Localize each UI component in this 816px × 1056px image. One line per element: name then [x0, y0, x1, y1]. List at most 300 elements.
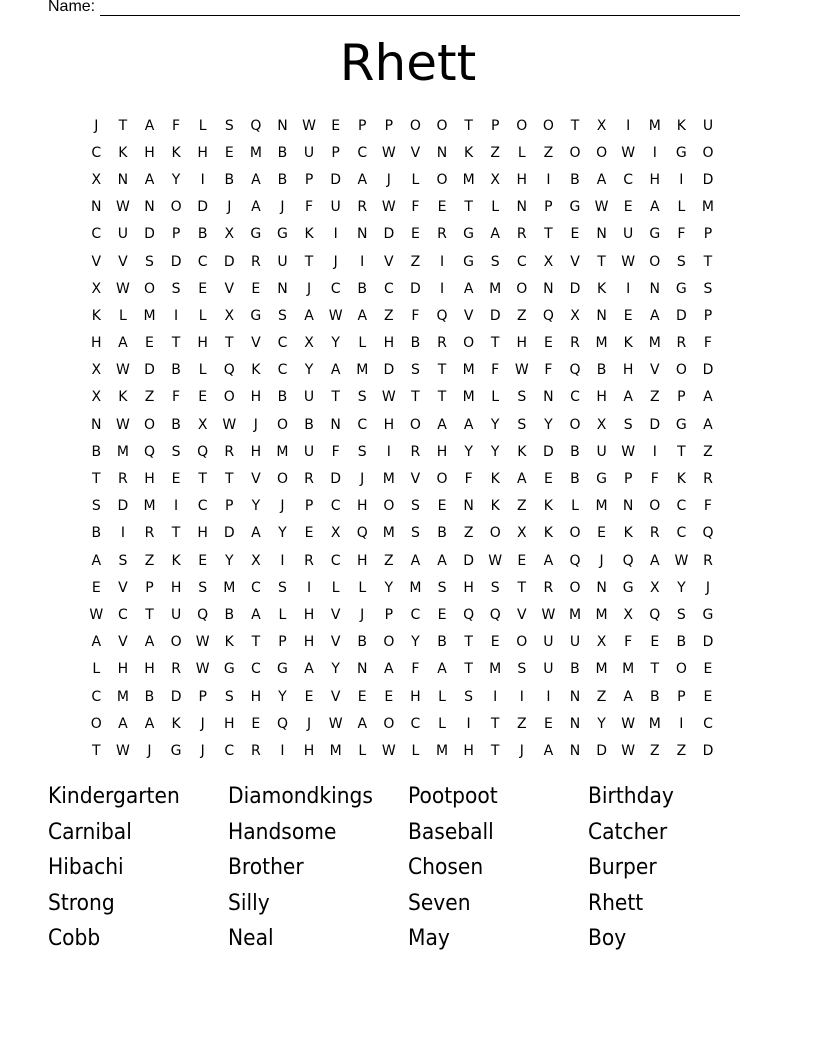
grid-letter[interactable]: A: [384, 661, 394, 678]
grid-letter[interactable]: M: [329, 742, 342, 759]
grid-letter[interactable]: I: [493, 688, 498, 705]
grid-letter[interactable]: H: [383, 335, 395, 352]
grid-letter[interactable]: E: [410, 226, 420, 243]
grid-letter[interactable]: K: [676, 117, 686, 134]
grid-letter[interactable]: O: [516, 634, 528, 651]
grid-letter[interactable]: S: [198, 579, 208, 596]
grid-letter[interactable]: M: [701, 199, 714, 216]
grid-letter[interactable]: J: [599, 552, 604, 569]
grid-letter[interactable]: H: [596, 389, 607, 406]
grid-letter[interactable]: R: [703, 552, 713, 569]
grid-letter[interactable]: Z: [463, 525, 474, 542]
grid-letter[interactable]: D: [463, 552, 474, 569]
grid-letter[interactable]: U: [303, 144, 315, 161]
grid-letter[interactable]: E: [384, 688, 394, 705]
grid-letter[interactable]: T: [145, 606, 154, 623]
grid-letter[interactable]: E: [198, 280, 208, 297]
grid-letter[interactable]: E: [623, 307, 633, 324]
grid-letter[interactable]: S: [278, 307, 287, 324]
grid-letter[interactable]: H: [250, 688, 262, 705]
grid-letter[interactable]: I: [280, 552, 285, 569]
grid-letter[interactable]: S: [437, 579, 447, 596]
grid-letter[interactable]: T: [570, 117, 580, 134]
grid-letter[interactable]: R: [410, 443, 421, 460]
grid-letter[interactable]: G: [596, 471, 607, 488]
grid-letter[interactable]: L: [491, 199, 500, 216]
grid-letter[interactable]: D: [649, 416, 661, 433]
grid-letter[interactable]: W: [514, 362, 529, 379]
grid-letter[interactable]: R: [224, 443, 235, 460]
grid-letter[interactable]: L: [491, 389, 500, 406]
grid-letter[interactable]: A: [490, 226, 500, 243]
grid-letter[interactable]: H: [383, 416, 395, 433]
grid-letter[interactable]: M: [462, 389, 475, 406]
grid-letter[interactable]: O: [569, 416, 581, 433]
grid-letter[interactable]: Q: [356, 525, 368, 542]
grid-letter[interactable]: A: [463, 280, 474, 297]
grid-letter[interactable]: W: [115, 416, 130, 433]
grid-letter[interactable]: S: [278, 579, 287, 596]
grid-letter[interactable]: P: [677, 688, 686, 705]
grid-letter[interactable]: X: [596, 634, 607, 651]
grid-letter[interactable]: E: [543, 715, 553, 732]
grid-letter[interactable]: Z: [703, 443, 713, 460]
grid-letter[interactable]: Q: [569, 362, 581, 379]
grid-letter[interactable]: O: [569, 525, 581, 542]
grid-letter[interactable]: E: [357, 688, 367, 705]
grid-letter[interactable]: C: [91, 226, 102, 243]
grid-letter[interactable]: K: [623, 335, 633, 352]
grid-letter[interactable]: T: [251, 634, 261, 651]
grid-letter[interactable]: S: [676, 606, 686, 623]
grid-letter[interactable]: P: [677, 389, 686, 406]
grid-letter[interactable]: Y: [544, 416, 553, 433]
grid-letter[interactable]: J: [360, 606, 365, 623]
grid-letter[interactable]: A: [517, 471, 527, 488]
grid-letter[interactable]: P: [544, 199, 553, 216]
grid-letter[interactable]: C: [330, 280, 341, 297]
grid-letter[interactable]: P: [171, 226, 181, 243]
grid-letter[interactable]: S: [224, 117, 234, 134]
grid-letter[interactable]: C: [383, 280, 394, 297]
grid-letter[interactable]: N: [596, 579, 607, 596]
grid-letter[interactable]: N: [649, 280, 660, 297]
grid-letter[interactable]: N: [117, 171, 129, 188]
grid-letter[interactable]: L: [331, 579, 340, 596]
grid-letter[interactable]: Q: [463, 606, 475, 623]
grid-letter[interactable]: G: [277, 226, 288, 243]
grid-letter[interactable]: U: [569, 634, 581, 651]
grid-letter[interactable]: X: [649, 579, 660, 596]
grid-letter[interactable]: T: [464, 634, 473, 651]
grid-letter[interactable]: K: [543, 525, 553, 542]
grid-letter[interactable]: F: [650, 471, 659, 488]
grid-letter[interactable]: Y: [464, 443, 473, 460]
grid-letter[interactable]: O: [702, 144, 714, 161]
grid-letter[interactable]: O: [409, 117, 421, 134]
grid-letter[interactable]: K: [304, 226, 314, 243]
grid-letter[interactable]: S: [91, 498, 101, 515]
grid-letter[interactable]: D: [144, 226, 155, 243]
grid-letter[interactable]: D: [223, 253, 235, 270]
grid-letter[interactable]: T: [92, 471, 101, 488]
grid-letter[interactable]: F: [703, 498, 712, 515]
grid-letter[interactable]: H: [144, 471, 155, 488]
grid-letter[interactable]: H: [197, 335, 208, 352]
grid-letter[interactable]: H: [303, 742, 315, 759]
grid-letter[interactable]: B: [91, 525, 102, 542]
grid-letter[interactable]: H: [463, 742, 474, 759]
grid-letter[interactable]: V: [384, 253, 394, 270]
grid-letter[interactable]: A: [91, 552, 102, 569]
grid-letter[interactable]: X: [91, 362, 102, 379]
grid-letter[interactable]: M: [116, 443, 129, 460]
grid-letter[interactable]: O: [170, 199, 182, 216]
grid-letter[interactable]: A: [649, 199, 660, 216]
grid-letter[interactable]: P: [331, 144, 340, 161]
grid-letter[interactable]: M: [648, 715, 661, 732]
grid-letter[interactable]: I: [280, 742, 285, 759]
grid-letter[interactable]: N: [356, 661, 368, 678]
grid-letter[interactable]: O: [436, 171, 448, 188]
grid-letter[interactable]: C: [676, 525, 687, 542]
grid-letter[interactable]: E: [703, 688, 713, 705]
grid-letter[interactable]: V: [570, 253, 580, 270]
grid-letter[interactable]: U: [303, 389, 315, 406]
grid-letter[interactable]: A: [623, 389, 633, 406]
grid-letter[interactable]: M: [595, 498, 608, 515]
grid-letter[interactable]: N: [569, 742, 581, 759]
grid-letter[interactable]: G: [463, 226, 475, 243]
grid-letter[interactable]: D: [383, 226, 395, 243]
grid-letter[interactable]: B: [171, 362, 181, 379]
grid-letter[interactable]: B: [649, 688, 660, 705]
grid-letter[interactable]: H: [197, 144, 208, 161]
grid-letter[interactable]: X: [490, 171, 500, 188]
grid-letter[interactable]: T: [490, 335, 500, 352]
grid-letter[interactable]: T: [677, 443, 686, 460]
grid-letter[interactable]: B: [570, 171, 580, 188]
grid-letter[interactable]: V: [91, 253, 102, 270]
grid-letter[interactable]: J: [333, 253, 338, 270]
grid-letter[interactable]: R: [649, 525, 660, 542]
grid-letter[interactable]: M: [462, 171, 475, 188]
grid-letter[interactable]: O: [90, 715, 102, 732]
grid-letter[interactable]: C: [197, 498, 208, 515]
grid-letter[interactable]: N: [277, 280, 288, 297]
grid-letter[interactable]: H: [649, 171, 661, 188]
grid-letter[interactable]: J: [306, 280, 312, 297]
grid-letter[interactable]: D: [543, 443, 554, 460]
grid-letter[interactable]: J: [200, 715, 205, 732]
grid-letter[interactable]: Q: [622, 552, 634, 569]
grid-letter[interactable]: J: [147, 742, 152, 759]
grid-letter[interactable]: M: [116, 688, 129, 705]
grid-letter[interactable]: H: [516, 171, 528, 188]
grid-letter[interactable]: W: [89, 606, 104, 623]
grid-letter[interactable]: W: [488, 552, 503, 569]
grid-letter[interactable]: B: [277, 171, 288, 188]
grid-letter[interactable]: R: [250, 742, 261, 759]
grid-letter[interactable]: E: [437, 606, 447, 623]
grid-letter[interactable]: A: [144, 634, 155, 651]
grid-letter[interactable]: H: [170, 579, 182, 596]
grid-letter[interactable]: O: [409, 416, 421, 433]
grid-letter[interactable]: I: [333, 226, 338, 243]
grid-letter[interactable]: J: [280, 498, 285, 515]
grid-letter[interactable]: Q: [276, 715, 288, 732]
grid-letter[interactable]: S: [145, 253, 154, 270]
grid-letter[interactable]: V: [330, 606, 341, 623]
grid-letter[interactable]: H: [117, 661, 129, 678]
grid-letter[interactable]: P: [358, 117, 367, 134]
grid-letter[interactable]: P: [145, 579, 154, 596]
grid-letter[interactable]: C: [676, 498, 687, 515]
grid-letter[interactable]: Z: [490, 144, 500, 161]
grid-letter[interactable]: O: [276, 471, 288, 488]
grid-letter[interactable]: A: [91, 634, 102, 651]
grid-letter[interactable]: T: [650, 661, 660, 678]
grid-letter[interactable]: L: [358, 742, 367, 759]
grid-letter[interactable]: G: [250, 226, 262, 243]
grid-letter[interactable]: T: [198, 471, 207, 488]
grid-letter[interactable]: I: [652, 144, 657, 161]
grid-letter[interactable]: A: [437, 416, 447, 433]
grid-letter[interactable]: G: [675, 144, 687, 161]
grid-letter[interactable]: V: [410, 471, 421, 488]
grid-letter[interactable]: H: [91, 335, 102, 352]
grid-letter[interactable]: O: [649, 253, 661, 270]
grid-letter[interactable]: N: [543, 280, 554, 297]
grid-letter[interactable]: I: [679, 715, 684, 732]
grid-letter[interactable]: T: [171, 335, 181, 352]
grid-letter[interactable]: V: [224, 280, 235, 297]
grid-letter[interactable]: E: [437, 199, 447, 216]
grid-letter[interactable]: N: [463, 498, 474, 515]
grid-letter[interactable]: R: [144, 525, 155, 542]
grid-letter[interactable]: N: [543, 389, 554, 406]
grid-letter[interactable]: O: [596, 144, 608, 161]
grid-letter[interactable]: L: [92, 661, 101, 678]
grid-letter[interactable]: V: [251, 471, 261, 488]
grid-letter[interactable]: E: [517, 552, 527, 569]
grid-letter[interactable]: O: [675, 362, 687, 379]
grid-letter[interactable]: D: [223, 525, 235, 542]
grid-letter[interactable]: X: [224, 226, 235, 243]
grid-letter[interactable]: P: [304, 171, 314, 188]
grid-letter[interactable]: E: [623, 199, 633, 216]
grid-letter[interactable]: W: [328, 715, 343, 732]
grid-letter[interactable]: W: [621, 443, 636, 460]
grid-letter[interactable]: I: [466, 715, 471, 732]
grid-letter[interactable]: P: [703, 307, 713, 324]
grid-letter[interactable]: D: [144, 362, 155, 379]
grid-letter[interactable]: O: [436, 471, 448, 488]
grid-letter[interactable]: Z: [649, 389, 660, 406]
grid-letter[interactable]: N: [91, 416, 102, 433]
grid-letter[interactable]: G: [569, 199, 581, 216]
grid-letter[interactable]: S: [517, 389, 527, 406]
grid-letter[interactable]: Q: [143, 443, 155, 460]
grid-letter[interactable]: E: [251, 715, 261, 732]
grid-letter[interactable]: J: [94, 117, 99, 134]
grid-letter[interactable]: H: [144, 144, 155, 161]
grid-letter[interactable]: B: [91, 443, 102, 460]
grid-letter[interactable]: H: [622, 362, 634, 379]
grid-letter[interactable]: X: [330, 525, 341, 542]
grid-letter[interactable]: T: [703, 253, 713, 270]
grid-letter[interactable]: D: [702, 742, 714, 759]
grid-letter[interactable]: W: [381, 389, 396, 406]
grid-letter[interactable]: R: [676, 335, 687, 352]
grid-letter[interactable]: W: [115, 199, 130, 216]
grid-letter[interactable]: E: [570, 226, 580, 243]
grid-letter[interactable]: E: [145, 335, 154, 352]
grid-letter[interactable]: W: [195, 634, 210, 651]
grid-letter[interactable]: K: [596, 280, 607, 297]
grid-letter[interactable]: L: [198, 117, 207, 134]
grid-letter[interactable]: M: [143, 307, 156, 324]
grid-letter[interactable]: X: [543, 253, 554, 270]
grid-letter[interactable]: Y: [490, 443, 500, 460]
grid-letter[interactable]: T: [411, 389, 420, 406]
grid-letter[interactable]: C: [277, 335, 288, 352]
grid-letter[interactable]: S: [171, 280, 181, 297]
grid-letter[interactable]: H: [410, 688, 421, 705]
grid-letter[interactable]: B: [570, 471, 580, 488]
grid-letter[interactable]: P: [703, 226, 713, 243]
grid-letter[interactable]: L: [571, 498, 579, 515]
grid-letter[interactable]: I: [120, 525, 125, 542]
grid-letter[interactable]: E: [597, 525, 606, 542]
grid-letter[interactable]: X: [197, 416, 208, 433]
grid-letter[interactable]: B: [304, 416, 314, 433]
grid-letter[interactable]: Y: [597, 715, 606, 732]
grid-letter[interactable]: H: [463, 579, 474, 596]
grid-letter[interactable]: H: [303, 634, 315, 651]
grid-letter[interactable]: Y: [384, 579, 394, 596]
grid-letter[interactable]: M: [648, 335, 661, 352]
grid-letter[interactable]: Y: [331, 661, 340, 678]
grid-letter[interactable]: D: [596, 742, 607, 759]
grid-letter[interactable]: V: [330, 688, 341, 705]
grid-letter[interactable]: A: [304, 661, 314, 678]
grid-letter[interactable]: Z: [384, 307, 394, 324]
grid-letter[interactable]: F: [677, 226, 686, 243]
grid-letter[interactable]: K: [464, 144, 474, 161]
grid-letter[interactable]: L: [118, 307, 127, 324]
grid-letter[interactable]: O: [516, 280, 528, 297]
grid-letter[interactable]: X: [596, 416, 607, 433]
grid-letter[interactable]: S: [490, 253, 500, 270]
grid-letter[interactable]: A: [357, 171, 368, 188]
grid-letter[interactable]: E: [437, 498, 447, 515]
grid-letter[interactable]: N: [596, 307, 607, 324]
grid-letter[interactable]: N: [436, 144, 448, 161]
grid-letter[interactable]: Q: [436, 307, 448, 324]
grid-letter[interactable]: K: [171, 144, 181, 161]
name-underline[interactable]: [100, 1, 740, 16]
grid-letter[interactable]: B: [570, 443, 580, 460]
grid-letter[interactable]: N: [330, 416, 341, 433]
grid-letter[interactable]: V: [118, 579, 128, 596]
grid-letter[interactable]: J: [386, 171, 391, 188]
grid-letter[interactable]: I: [626, 117, 631, 134]
grid-letter[interactable]: M: [489, 280, 502, 297]
grid-letter[interactable]: I: [546, 171, 551, 188]
grid-letter[interactable]: I: [386, 443, 391, 460]
grid-letter[interactable]: A: [543, 552, 554, 569]
grid-letter[interactable]: Z: [596, 688, 607, 705]
grid-letter[interactable]: N: [569, 688, 581, 705]
grid-letter[interactable]: M: [622, 661, 635, 678]
grid-letter[interactable]: K: [171, 552, 181, 569]
grid-letter[interactable]: L: [198, 307, 207, 324]
grid-letter[interactable]: Q: [223, 362, 235, 379]
grid-letter[interactable]: I: [306, 579, 312, 596]
grid-letter[interactable]: E: [91, 579, 101, 596]
grid-letter[interactable]: C: [250, 661, 261, 678]
grid-letter[interactable]: N: [356, 226, 368, 243]
grid-letter[interactable]: W: [541, 606, 556, 623]
grid-letter[interactable]: X: [304, 335, 314, 352]
grid-letter[interactable]: S: [490, 579, 500, 596]
grid-letter[interactable]: N: [622, 498, 634, 515]
grid-letter[interactable]: O: [383, 634, 395, 651]
grid-letter[interactable]: B: [224, 171, 235, 188]
grid-letter[interactable]: K: [118, 144, 128, 161]
grid-letter[interactable]: K: [91, 307, 101, 324]
grid-letter[interactable]: D: [170, 688, 182, 705]
grid-letter[interactable]: S: [464, 688, 474, 705]
grid-letter[interactable]: S: [224, 688, 234, 705]
grid-letter[interactable]: G: [675, 416, 687, 433]
grid-letter[interactable]: O: [463, 335, 475, 352]
grid-letter[interactable]: N: [516, 199, 528, 216]
grid-letter[interactable]: V: [251, 335, 261, 352]
grid-letter[interactable]: V: [463, 307, 474, 324]
grid-letter[interactable]: Y: [251, 498, 261, 515]
grid-letter[interactable]: S: [118, 552, 128, 569]
grid-letter[interactable]: P: [384, 606, 394, 623]
grid-letter[interactable]: T: [544, 226, 553, 243]
grid-letter[interactable]: T: [437, 362, 447, 379]
grid-letter[interactable]: F: [544, 362, 553, 379]
grid-letter[interactable]: H: [516, 335, 528, 352]
grid-letter[interactable]: I: [626, 280, 631, 297]
grid-letter[interactable]: L: [411, 171, 420, 188]
grid-letter[interactable]: M: [356, 362, 369, 379]
grid-letter[interactable]: E: [304, 525, 314, 542]
grid-letter[interactable]: F: [411, 199, 420, 216]
grid-letter[interactable]: D: [330, 171, 342, 188]
grid-letter[interactable]: B: [224, 606, 235, 623]
grid-letter[interactable]: E: [490, 634, 500, 651]
grid-letter[interactable]: A: [251, 199, 261, 216]
grid-letter[interactable]: M: [462, 362, 475, 379]
grid-letter[interactable]: T: [171, 525, 181, 542]
grid-letter[interactable]: Z: [144, 552, 155, 569]
grid-letter[interactable]: T: [490, 715, 500, 732]
grid-letter[interactable]: K: [517, 443, 527, 460]
grid-letter[interactable]: M: [143, 498, 156, 515]
grid-letter[interactable]: B: [144, 688, 155, 705]
grid-letter[interactable]: T: [464, 199, 473, 216]
grid-letter[interactable]: O: [516, 117, 528, 134]
grid-letter[interactable]: L: [411, 742, 420, 759]
grid-letter[interactable]: T: [304, 253, 314, 270]
grid-letter[interactable]: Y: [490, 416, 500, 433]
